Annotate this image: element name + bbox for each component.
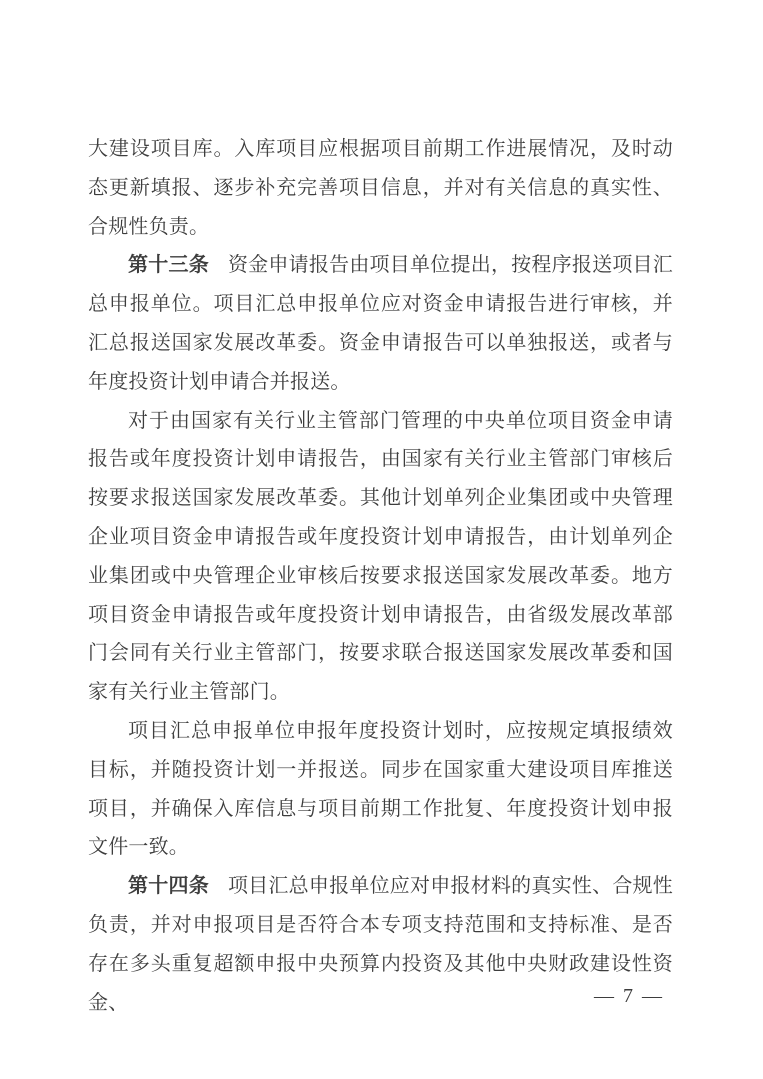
paragraph-article-14 bbox=[88, 867, 673, 1022]
article-13-heading: 第十三条 bbox=[128, 254, 209, 277]
paragraph-continuation: 大建设项目库。入库项目应根据项目前期工作进展情况，及时动态更新填报、逐步补充完善项目信息，并对有关信息的真实性、合规性负责。 bbox=[88, 138, 673, 238]
page-number: — 7 — bbox=[594, 985, 664, 1007]
article-14-heading: 第十四条 bbox=[128, 875, 209, 898]
paragraph-central-unit-reporting: 对于由国家有关行业主管部门管理的中央单位项目资金申请报告或年度投资计划申请报告，由国家有关行业主管部门审核后按要求报送国家发展改革委。其他计划单列企业集团或中央管理企业项目资金申请报告或年度投资计划申请报告，由计划单列企业集团或中央管理企业审核后按要求报送国家发展改革委。地方项目资金申请报告或年度投资计划申请报告，由省级发展改革部门会同有关行业主管部门，按要求联合报送国家发展改革委和国家有关行业主管部门。 bbox=[88, 409, 673, 704]
paragraph-performance-targets: 项目汇总申报单位申报年度投资计划时，应按规定填报绩效目标，并随投资计划一并报送。同步在国家重大建设项目库推送项目，并确保入库信息与项目前期工作批复、年度投资计划申报文件一致。 bbox=[88, 719, 673, 859]
paragraph-article-13 bbox=[88, 246, 673, 401]
article-14-text: 项目汇总申报单位应对申报材料的真实性、合规性负责，并对申报项目是否符合本专项支持范围和支持标准、是否存在多头重复超额申报中央预算内投资及其他中央财政建设性资金、 bbox=[88, 875, 673, 1014]
document-body bbox=[88, 130, 673, 1022]
article-13-text: 资金申请报告由项目单位提出，按程序报送项目汇总申报单位。项目汇总申报单位应对资金申请报告进行审核，并汇总报送国家发展改革委。资金申请报告可以单独报送，或者与年度投资计划申请合并报送。 bbox=[88, 254, 673, 393]
